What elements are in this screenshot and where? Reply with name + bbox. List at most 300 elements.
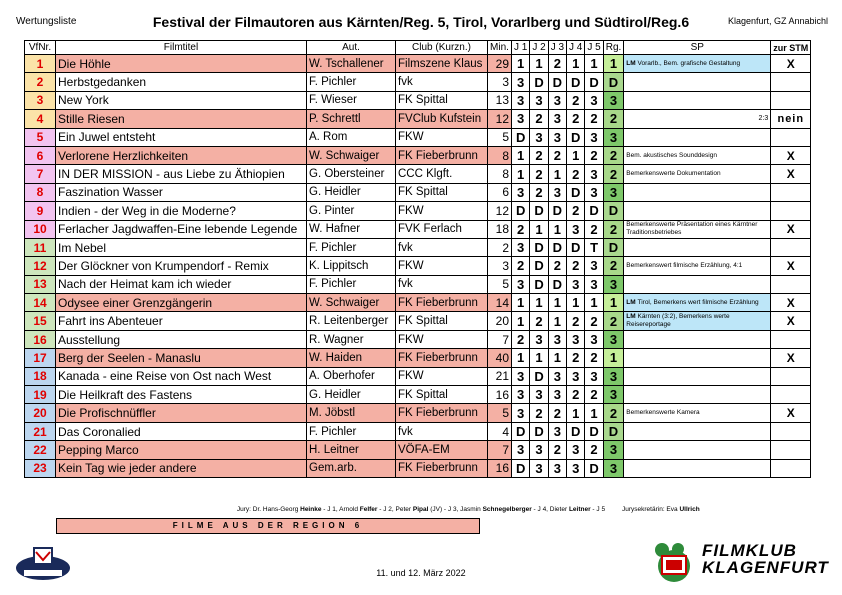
stm-mark [771,275,811,293]
film-title: Berg der Seelen - Manaslu [56,349,307,367]
film-club: FKW [396,202,488,220]
stm-mark: nein [771,110,811,128]
film-title: Kanada - eine Reise von Ost nach West [56,367,307,385]
film-author: F. Pichler [307,238,396,256]
film-title: Stille Riesen [56,110,307,128]
jury-score-4: 2 [567,386,585,404]
film-minutes: 16 [488,386,512,404]
table-row [25,202,811,220]
film-title: Pepping Marco [56,441,307,459]
stm-mark: X [771,312,811,330]
jury-score-1: 1 [512,294,530,312]
jury-score-4: 1 [567,294,585,312]
jury-score-2: 2 [530,404,548,422]
film-author: K. Lippitsch [307,257,396,275]
jury-score-4: D [567,128,585,146]
jury-score-3: 1 [548,220,566,238]
jury-score-4: D [567,73,585,91]
table-row [25,128,811,146]
special-prize-note: LM Vorarlb., Bem. grafische Gestaltung [624,55,771,73]
special-prize-note [624,459,771,477]
table-row [25,386,811,404]
col-header-j5: J 5 [585,41,603,55]
film-author: W. Tschallener [307,55,396,73]
special-prize-note [624,386,771,404]
film-club: FK Fieberbrunn [396,404,488,422]
jury-score-2: 1 [530,55,548,73]
film-title: Herbstgedanken [56,73,307,91]
jury-score-4: 3 [567,441,585,459]
film-number: 22 [25,441,56,459]
special-prize-note [624,367,771,385]
jury-score-2: 2 [530,110,548,128]
film-number: 3 [25,91,56,109]
film-number: 2 [25,73,56,91]
film-minutes: 14 [488,294,512,312]
jury-score-3: 2 [548,404,566,422]
jury-score-3: 1 [548,349,566,367]
jury-score-5: 2 [585,441,603,459]
film-club: FK Spittal [396,91,488,109]
film-title: Kein Tag wie jeder andere [56,459,307,477]
col-header-author: Aut. [307,41,396,55]
jury-score-1: 1 [512,55,530,73]
jury-name-3: Pipal [412,506,429,513]
film-title: Ausstellung [56,330,307,348]
jury-role-3: (JV) - J 3, Jasmin [428,506,483,513]
jury-score-3: D [548,73,566,91]
table-row [25,367,811,385]
jury-score-5: 3 [585,275,603,293]
film-author: G. Obersteiner [307,165,396,183]
stm-mark: X [771,404,811,422]
region-banner: FILME AUS DER REGION 6 [56,518,480,534]
film-club: FK Fieberbrunn [396,294,488,312]
jury-prefix: Jury: Dr. Hans-Georg [236,506,301,513]
film-title: Das Coronalied [56,422,307,440]
logo-line-2: KLAGENFURT [702,558,829,577]
stm-mark [771,91,811,109]
jury-score-4: 3 [567,220,585,238]
jury-score-4: 3 [567,275,585,293]
film-number: 23 [25,459,56,477]
jury-secretary [622,506,700,513]
jury-score-4: 1 [567,55,585,73]
jury-score-3: 3 [548,183,566,201]
col-header-j3: J 3 [548,41,566,55]
table-row [25,312,811,330]
stm-mark: X [771,294,811,312]
film-rank: 2 [603,257,624,275]
special-prize-note [624,330,771,348]
stm-mark [771,386,811,404]
special-prize-note [624,91,771,109]
jury-score-4: 1 [567,146,585,164]
jury-score-3: 1 [548,165,566,183]
jury-score-2: D [530,73,548,91]
stm-mark [771,367,811,385]
stm-mark [771,183,811,201]
film-club: fvk [396,275,488,293]
film-rank: 3 [603,183,624,201]
film-title: Fahrt ins Abenteuer [56,312,307,330]
jury-score-4: D [567,183,585,201]
film-club: VÖFA-EM [396,441,488,459]
jury-score-4: 2 [567,91,585,109]
special-prize-note [624,202,771,220]
film-number: 17 [25,349,56,367]
film-author: W. Schwaiger [307,146,396,164]
jury-score-1: 3 [512,386,530,404]
film-title: Ferlacher Jagdwaffen-Eine lebende Legende [56,220,307,238]
jury-score-1: 3 [512,91,530,109]
special-prize-note: LM Tirol, Bemerkens wert filmische Erzählung [624,294,771,312]
film-club: FKW [396,367,488,385]
film-author: R. Wagner [307,330,396,348]
jury-score-3: 2 [548,257,566,275]
jury-score-4: 3 [567,459,585,477]
film-number: 10 [25,220,56,238]
film-rank: 2 [603,220,624,238]
film-rank: 2 [603,404,624,422]
film-club: FVK Ferlach [396,220,488,238]
jury-score-1: 3 [512,183,530,201]
jury-name-1: Heinke [300,506,322,513]
jury-score-3: D [548,202,566,220]
film-number: 9 [25,202,56,220]
film-author: F. Wieser [307,91,396,109]
table-row [25,220,811,238]
film-minutes: 21 [488,367,512,385]
jury-score-2: 3 [530,386,548,404]
film-number: 20 [25,404,56,422]
film-rank: 3 [603,330,624,348]
jury-score-1: 2 [512,220,530,238]
film-rank: 2 [603,146,624,164]
table-row [25,165,811,183]
jury-score-1: 3 [512,275,530,293]
film-minutes: 6 [488,183,512,201]
jury-score-5: 3 [585,128,603,146]
jury-score-1: D [512,422,530,440]
film-rank: D [603,422,624,440]
film-minutes: 8 [488,165,512,183]
jury-score-5: 1 [585,55,603,73]
jury-score-2: 2 [530,165,548,183]
jury-score-2: D [530,275,548,293]
stm-mark: X [771,349,811,367]
jury-score-3: 3 [548,459,566,477]
jury-score-2: 1 [530,294,548,312]
jury-score-3: 3 [548,367,566,385]
jury-score-4: 2 [567,165,585,183]
special-prize-note [624,441,771,459]
jury-score-5: 2 [585,146,603,164]
page-label: Wertungsliste [16,16,77,27]
stm-mark: X [771,165,811,183]
jury-score-1: 3 [512,441,530,459]
jury-score-1: 3 [512,238,530,256]
jury-score-2: D [530,202,548,220]
jury-score-4: 2 [567,110,585,128]
film-title: New York [56,91,307,109]
film-club: FKW [396,257,488,275]
jury-score-1: 1 [512,146,530,164]
film-rank: D [603,202,624,220]
special-prize-note [624,238,771,256]
special-prize-note: Bemerkenswerte Präsentation eines Kärntner Traditionsbetriebes [624,220,771,238]
stm-mark [771,238,811,256]
film-club: FVClub Kufstein [396,110,488,128]
jury-secretary-label: Jurysekretärin: Eva [622,506,680,513]
jury-score-4: D [567,422,585,440]
film-author: G. Pinter [307,202,396,220]
jury-score-2: 3 [530,441,548,459]
table-row [25,73,811,91]
film-minutes: 18 [488,220,512,238]
film-minutes: 16 [488,459,512,477]
film-minutes: 4 [488,422,512,440]
film-number: 4 [25,110,56,128]
table-row [25,330,811,348]
jury-score-2: D [530,367,548,385]
jury-score-1: 2 [512,330,530,348]
film-author: A. Rom [307,128,396,146]
film-author: H. Leitner [307,441,396,459]
film-minutes: 3 [488,257,512,275]
table-header-row [25,41,811,55]
film-rank: 3 [603,275,624,293]
film-club: FK Spittal [396,312,488,330]
jury-score-2: 2 [530,146,548,164]
film-minutes: 3 [488,73,512,91]
jury-score-3: 3 [548,91,566,109]
page-title: Festival der Filmautoren aus Kärnten/Reg. 5, Tirol, Vorarlberg und Südtirol/Reg.6 [152,14,690,30]
special-prize-note [624,73,771,91]
jury-score-3: 3 [548,386,566,404]
special-prize-note [624,275,771,293]
jury-score-5: 3 [585,91,603,109]
jury-score-2: 3 [530,128,548,146]
filmklub-logo-text [702,542,829,576]
film-rank: 3 [603,91,624,109]
film-club: FKW [396,128,488,146]
film-club: FKW [396,330,488,348]
stm-mark [771,330,811,348]
jury-score-5: T [585,238,603,256]
film-club: fvk [396,73,488,91]
film-author: A. Oberhofer [307,367,396,385]
film-rank: 3 [603,367,624,385]
filmklub-logo [648,542,828,582]
film-minutes: 40 [488,349,512,367]
col-header-j1: J 1 [512,41,530,55]
film-author: G. Heidler [307,183,396,201]
film-minutes: 5 [488,275,512,293]
jury-score-2: 3 [530,91,548,109]
film-number: 7 [25,165,56,183]
film-author: R. Leitenberger [307,312,396,330]
film-number: 21 [25,422,56,440]
stm-mark: X [771,55,811,73]
col-header-rank: Rg. [603,41,624,55]
film-number: 12 [25,257,56,275]
jury-score-5: 2 [585,220,603,238]
jury-score-1: 3 [512,404,530,422]
film-minutes: 12 [488,202,512,220]
jury-score-3: D [548,238,566,256]
film-rank: 1 [603,55,624,73]
film-club: FK Fieberbrunn [396,146,488,164]
film-title: Odysee einer Grenzgängerin [56,294,307,312]
jury-score-3: 3 [548,330,566,348]
film-title: Ein Juwel entsteht [56,128,307,146]
film-number: 1 [25,55,56,73]
film-title: Die Höhle [56,55,307,73]
jury-score-3: 3 [548,422,566,440]
stm-mark [771,128,811,146]
jury-score-3: 1 [548,312,566,330]
film-number: 13 [25,275,56,293]
film-number: 14 [25,294,56,312]
jury-score-3: 3 [548,128,566,146]
jury-score-4: 2 [567,202,585,220]
film-number: 11 [25,238,56,256]
film-rank: D [603,73,624,91]
jury-name-4: Schnegelberger [482,506,532,513]
table-row [25,257,811,275]
jury-score-2: 2 [530,312,548,330]
film-rank: 3 [603,459,624,477]
film-rank: 3 [603,128,624,146]
jury-score-1: 1 [512,312,530,330]
jury-score-1: D [512,459,530,477]
film-title: Nach der Heimat kam ich wieder [56,275,307,293]
jury-score-4: 3 [567,367,585,385]
results-table [24,40,811,478]
film-author: W. Hafner [307,220,396,238]
jury-score-5: 2 [585,110,603,128]
special-prize-note [624,128,771,146]
film-author: W. Haiden [307,349,396,367]
col-header-stm: zur STM [771,41,811,55]
jury-score-2: 3 [530,330,548,348]
col-header-club: Club (Kurzn.) [396,41,488,55]
jury-score-4: 2 [567,312,585,330]
stm-mark [771,441,811,459]
film-minutes: 12 [488,110,512,128]
table-row [25,91,811,109]
film-number: 16 [25,330,56,348]
table-row [25,55,811,73]
jury-secretary-name: Ullrich [679,506,700,513]
jury-score-5: D [585,459,603,477]
film-number: 19 [25,386,56,404]
film-title: IN DER MISSION - aus Liebe zu Äthiopien [56,165,307,183]
table-row [25,183,811,201]
jury-score-5: 3 [585,165,603,183]
film-minutes: 7 [488,330,512,348]
table-row [25,275,811,293]
film-number: 18 [25,367,56,385]
film-minutes: 2 [488,238,512,256]
film-minutes: 13 [488,91,512,109]
jury-score-2: 2 [530,183,548,201]
film-club: fvk [396,238,488,256]
stm-mark: X [771,257,811,275]
film-title: Die Heilkraft des Fastens [56,386,307,404]
table-row [25,294,811,312]
jury-score-4: 3 [567,330,585,348]
film-title: Die Profischnüffler [56,404,307,422]
col-header-j2: J 2 [530,41,548,55]
stm-mark: X [771,146,811,164]
film-number: 15 [25,312,56,330]
film-club: FK Spittal [396,183,488,201]
jury-score-5: 2 [585,312,603,330]
table-row [25,459,811,477]
film-minutes: 20 [488,312,512,330]
film-title: Faszination Wasser [56,183,307,201]
film-rank: 2 [603,110,624,128]
film-title: Im Nebel [56,238,307,256]
jury-score-2: D [530,257,548,275]
special-prize-note [624,422,771,440]
col-header-sp: SP [624,41,771,55]
table-row [25,146,811,164]
film-club: Filmszene Klaus [396,55,488,73]
film-rank: 1 [603,349,624,367]
jury-score-5: 3 [585,257,603,275]
table-row [25,110,811,128]
stm-mark [771,422,811,440]
jury-score-1: D [512,202,530,220]
event-date: 11. und 12. März 2022 [376,568,466,578]
jury-score-2: D [530,238,548,256]
film-title: Indien - der Weg in die Moderne? [56,202,307,220]
jury-score-1: 3 [512,367,530,385]
film-minutes: 8 [488,146,512,164]
film-number: 5 [25,128,56,146]
jury-score-4: 1 [567,404,585,422]
film-number: 6 [25,146,56,164]
jury-score-2: 1 [530,349,548,367]
jury-score-2: D [530,422,548,440]
film-rank: 3 [603,386,624,404]
film-rank: 2 [603,165,624,183]
jury-score-3: 2 [548,146,566,164]
jury-score-1: D [512,128,530,146]
jury-role-2: - J 2, Peter [377,506,413,513]
jury-score-5: D [585,422,603,440]
film-title: Der Glöckner von Krumpendorf - Remix [56,257,307,275]
jury-score-3: 2 [548,441,566,459]
jury-score-3: 2 [548,55,566,73]
special-prize-note: Bem. akustisches Sounddesign [624,146,771,164]
jury-score-5: D [585,202,603,220]
jury-score-5: 3 [585,367,603,385]
jury-role-5: - J 5 [590,506,606,513]
film-club: FK Fieberbrunn [396,459,488,477]
film-rank: 1 [603,294,624,312]
film-rank: 2 [603,312,624,330]
stm-mark [771,73,811,91]
film-minutes: 29 [488,55,512,73]
jury-role-1: - J 1, Arnold [321,506,360,513]
table-row [25,441,811,459]
jury-score-4: 2 [567,257,585,275]
special-prize-note: Bemerkenswerte Dokumentation [624,165,771,183]
